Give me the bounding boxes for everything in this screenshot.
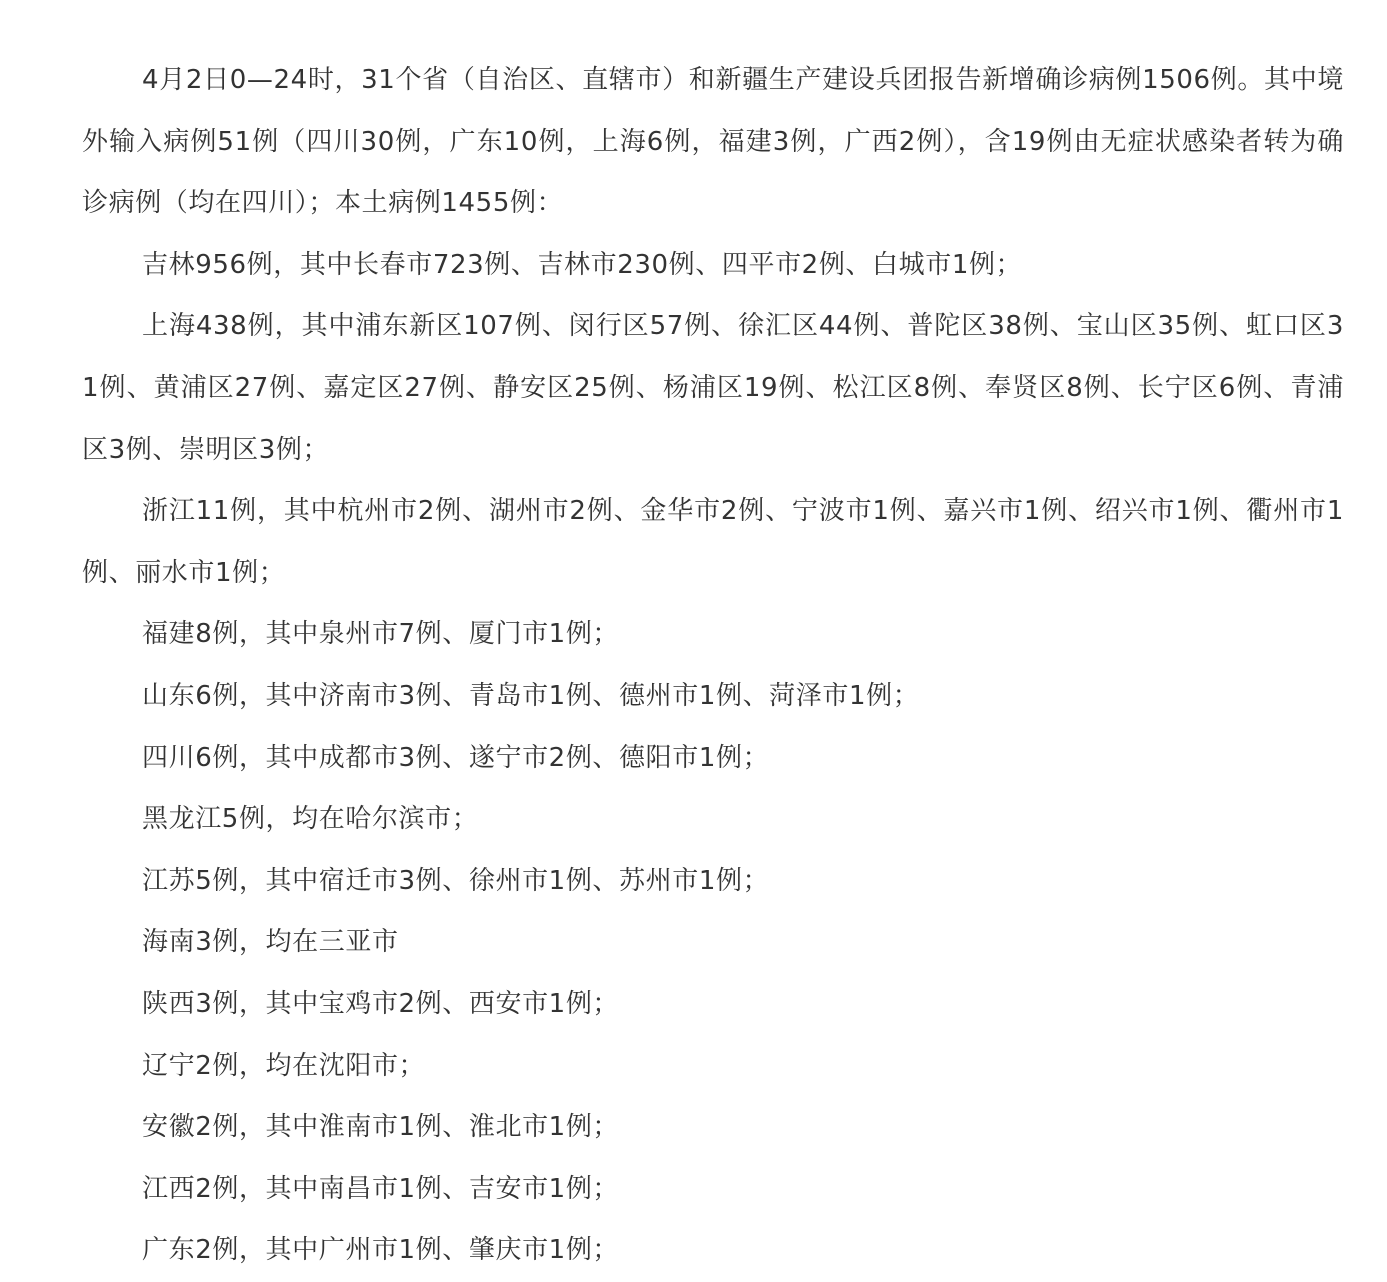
paragraph-zhejiang: 浙江11例，其中杭州市2例、湖州市2例、金华市2例、宁波市1例、嘉兴市1例、绍兴市1例、衢州市1例、丽水市1例； [82, 496, 1344, 588]
paragraph-anhui: 安徽2例，其中淮南市1例、淮北市1例； [142, 1112, 620, 1143]
paragraph-hainan: 海南3例，均在三亚市 [142, 927, 399, 958]
paragraph-liaoning: 辽宁2例，均在沈阳市； [142, 1050, 426, 1081]
article-body [82, 50, 1344, 1282]
paragraph-heilongjiang: 黑龙江5例，均在哈尔滨市； [142, 804, 479, 835]
paragraph-jiangsu: 江苏5例，其中宿迁市3例、徐州市1例、苏州市1例； [142, 865, 770, 896]
paragraph-fujian: 福建8例，其中泉州市7例、厦门市1例； [142, 619, 620, 650]
paragraph-jiangxi: 江西2例，其中南昌市1例、吉安市1例； [142, 1173, 620, 1204]
paragraph-shaanxi: 陕西3例，其中宝鸡市2例、西安市1例； [142, 988, 620, 1019]
paragraph-guangdong: 广东2例，其中广州市1例、肇庆市1例； [142, 1235, 620, 1266]
paragraph-jilin: 吉林956例，其中长春市723例、吉林市230例、四平市2例、白城市1例； [142, 249, 1023, 280]
paragraph-summary: 4月2日0—24时，31个省（自治区、直辖市）和新疆生产建设兵团报告新增确诊病例1506例。其中境外输入病例51例（四川30例，广东10例，上海6例，福建3例，广西2例），含19例由无症状感染者转为确诊病例（均在四川）；本土病例1455例： [82, 65, 1344, 219]
paragraph-shandong: 山东6例，其中济南市3例、青岛市1例、德州市1例、菏泽市1例； [142, 680, 920, 711]
paragraph-shanghai: 上海438例，其中浦东新区107例、闵行区57例、徐汇区44例、普陀区38例、宝山区35例、虹口区31例、黄浦区27例、嘉定区27例、静安区25例、杨浦区19例、松江区8例、奉贤区8例、长宁区6例、青浦区3例、崇明区3例； [82, 311, 1344, 465]
paragraph-sichuan: 四川6例，其中成都市3例、遂宁市2例、德阳市1例； [142, 742, 770, 773]
